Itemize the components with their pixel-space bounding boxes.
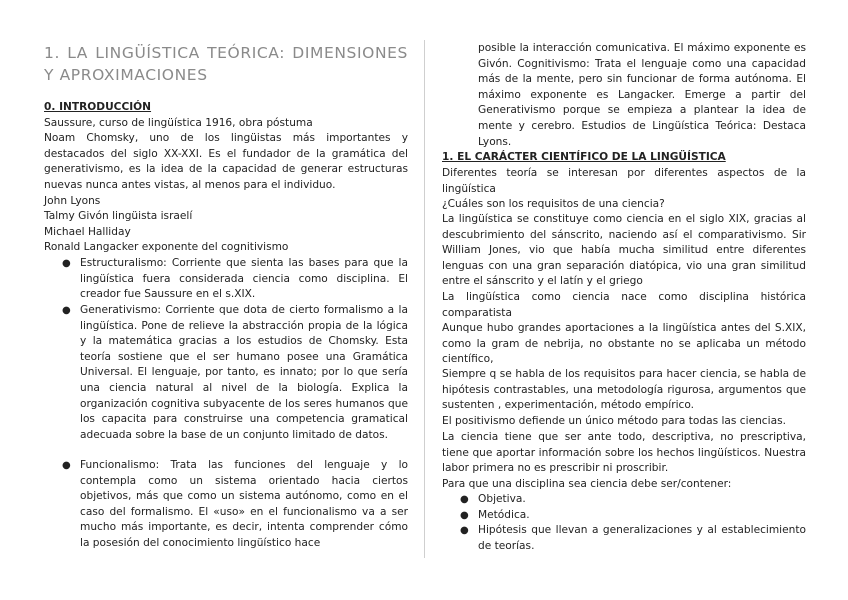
paragraph-ciencia-siglo-xix: La lingüística se constituye como ciencia en el siglo XIX, gracias al descubrimiento del sánscrito, naciendo así el comparativismo. Sir William Jones, vio que había mucha similitud entre diferentes lenguas con una gran separación diatópica, vio una gran similitud entre el sánscrito y el latín y el griego <box>442 213 806 288</box>
bullet-metodica: Metódica. <box>478 509 530 521</box>
intro-paragraph-chomsky: Noam Chomsky, uno de los lingüistas más importantes y destacados del siglo XX-XXI. Es el fundador de la gramática del generativismo, es la idea de la capacidad de generar estructuras nuevas nunca antes vistas, al menos para el individuo. <box>44 132 408 191</box>
paragraph-positivismo: El positivismo defiende un único método para todas las ciencias. <box>442 415 786 427</box>
intro-line-halliday: Michael Halliday <box>44 226 131 238</box>
bullet-funcionalismo-continued: posible la interacción comunicativa. El máximo exponente es Givón. Cognitivismo: Trata el lenguaje como una capacidad más de la mente, pero sin funcionar de forma autónoma. El máximo exponente es Langacker. Emerge a partir del Generativismo porque se empieza a plantear la idea de mente y cerebro. Estudios de Lingüística Teórica: Destaca Lyons. <box>478 42 806 148</box>
bullet-hipotesis: Hipótesis que llevan a generalizaciones y al establecimiento de teorías. <box>478 524 806 552</box>
bullet-icon: ● <box>460 525 469 536</box>
paragraph-requisitos-ciencia: Siempre q se habla de los requisitos para hacer ciencia, se habla de hipótesis contrastables, una metodología rigurosa, argumentos que sustenten , experimentación, método empírico. <box>442 368 806 412</box>
bullet-icon: ● <box>460 494 469 505</box>
bullet-icon: ● <box>460 510 469 521</box>
paragraph-disciplina-historica: La lingüística como ciencia nace como disciplina histórica comparatista <box>442 291 806 319</box>
paragraph-requisitos-pregunta: ¿Cuáles son los requisitos de una ciencia? <box>442 198 665 210</box>
bullet-objetiva: Objetiva. <box>478 493 526 505</box>
intro-line-saussure: Saussure, curso de lingüística 1916, obra póstuma <box>44 117 313 129</box>
column-divider <box>424 40 425 558</box>
section-heading-caracter-cientifico: 1. EL CARÁCTER CIENTÍFICO DE LA LINGÜÍSTICA <box>442 151 726 163</box>
intro-line-langacker: Ronald Langacker exponente del cognitivismo <box>44 241 289 253</box>
page-title: 1. LA LINGÜÍSTICA TEÓRICA: DIMENSIONES Y APROXIMACIONES <box>44 44 408 84</box>
bullet-icon: ● <box>62 305 71 316</box>
bullet-estructuralismo: Estructuralismo: Corriente que sienta las bases para que la lingüística fuera considerada ciencia como disciplina. El creador fue Saussure en el s.XIX. <box>80 257 408 301</box>
section-heading-introduccion: 0. INTRODUCCIÓN <box>44 101 152 113</box>
paragraph-aportaciones-nebrija: Aunque hubo grandes aportaciones a la lingüística antes del S.XIX, como la gram de nebrija, no obstante no se aplicaba un método científico, <box>442 322 806 366</box>
bullet-funcionalismo: Funcionalismo: Trata las funciones del lenguaje y lo contempla como un sistema orientado hacia ciertos objetivos, más que como un sistema autónomo, como en el caso del formalismo. El «uso» en el funcionalismo va a ser mucho más importante, es decir, intenta comprender cómo la posesión del conocimiento lingüístico hace <box>80 459 408 549</box>
bullet-generativismo: Generativismo: Corriente que dota de cierto formalismo a la lingüística. Pone de relieve la abstracción propia de la lógica y la matemática gracias a los estudios de Chomsky. Esta teoría sostiene que el ser humano posee una Gramática Universal. El lenguaje, por tanto, es innato; por lo que sería una ciencia natural al nivel de la biología. Explica la organización cognitiva subyacente de los seres humanos que los capacita para construirse una competencia gramatical adecuada sobre la base de un conjunto limitado de datos. <box>80 304 408 441</box>
bullet-icon: ● <box>62 258 71 269</box>
paragraph-diferentes-teorias: Diferentes teoría se interesan por diferentes aspectos de la lingüística <box>442 167 806 195</box>
intro-line-lyons: John Lyons <box>44 195 101 207</box>
paragraph-para-que-disciplina: Para que una disciplina sea ciencia debe ser/contener: <box>442 478 732 490</box>
bullet-icon: ● <box>62 460 71 471</box>
intro-line-givon: Talmy Givón lingüista israelí <box>44 210 193 222</box>
paragraph-descriptiva: La ciencia tiene que ser ante todo, descriptiva, no prescriptiva, tiene que aportar información sobre los hechos lingüísticos. Nuestra labor primera no es prescribir ni proscribir. <box>442 431 806 475</box>
